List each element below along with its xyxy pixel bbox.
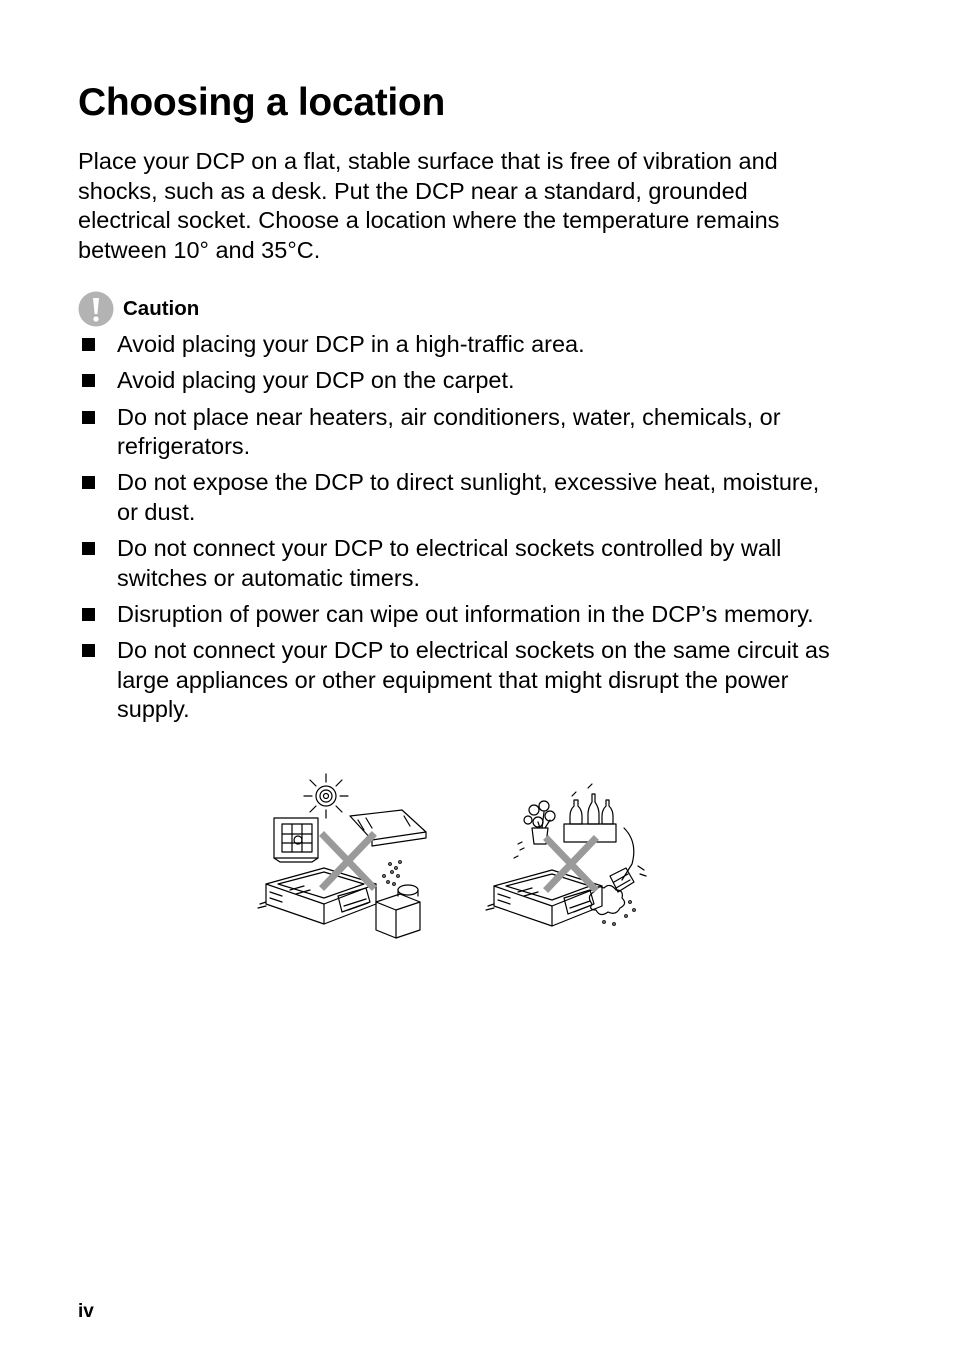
list-item [78,600,838,630]
heater-icon [274,818,318,862]
list-item-text: Disruption of power can wipe out information in the DCP’s memory. [117,600,814,627]
list-item [78,366,838,396]
bullet-square-icon [82,542,95,555]
bullet-square-icon [82,476,95,489]
list-item [78,636,838,725]
spray-dots [383,861,402,886]
moisture-dust-illustration [482,772,662,940]
bottles-icon [564,784,616,842]
list-item [78,468,838,527]
cross-mark-icon [324,836,372,886]
dust-cloud-icon [589,885,635,925]
list-item-text: Avoid placing your DCP on the carpet. [117,367,515,394]
list-item [78,534,838,593]
exclamation-icon [78,291,114,327]
bullet-square-icon [82,338,95,351]
chemical-bottle-icon [376,885,420,938]
list-item [78,330,838,360]
intro-paragraph: Place your DCP on a flat, stable surface that is free of vibration and shocks, such as a desk. Put the DCP near a standard, grounded electrical socket. Choose a location where the temperature remains between 10° and 35°C. [78,148,780,263]
list-item-text: Do not expose the DCP to direct sunlight, excessive heat, moisture, or dust. [117,469,820,525]
flower-vase-icon [514,801,555,858]
caution-heading [78,290,199,328]
bullet-square-icon [82,411,95,424]
caution-list [78,330,838,732]
list-item-text: Avoid placing your DCP in a high-traffic area. [117,331,585,357]
caution-label: Caution [123,297,200,320]
range-hood-icon [350,810,426,846]
list-item-text: Do not connect your DCP to electrical sockets controlled by wall switches or automatic timers. [117,535,782,591]
sun-icon [304,774,348,818]
page-title: Choosing a location [78,81,445,124]
list-item [78,403,838,462]
heat-sources-illustration [254,772,434,940]
list-item-text: Do not place near heaters, air conditioners, water, chemicals, or refrigerators. [117,403,781,460]
list-item-text: Do not connect your DCP to electrical sockets on the same circuit as large appliances or other equipment that might disrupt the power supply. [117,637,830,723]
page-number: iv [78,1301,94,1322]
bullet-square-icon [82,374,95,387]
bullet-square-icon [82,608,95,621]
cross-mark-icon [548,840,594,888]
bullet-square-icon [82,644,95,657]
